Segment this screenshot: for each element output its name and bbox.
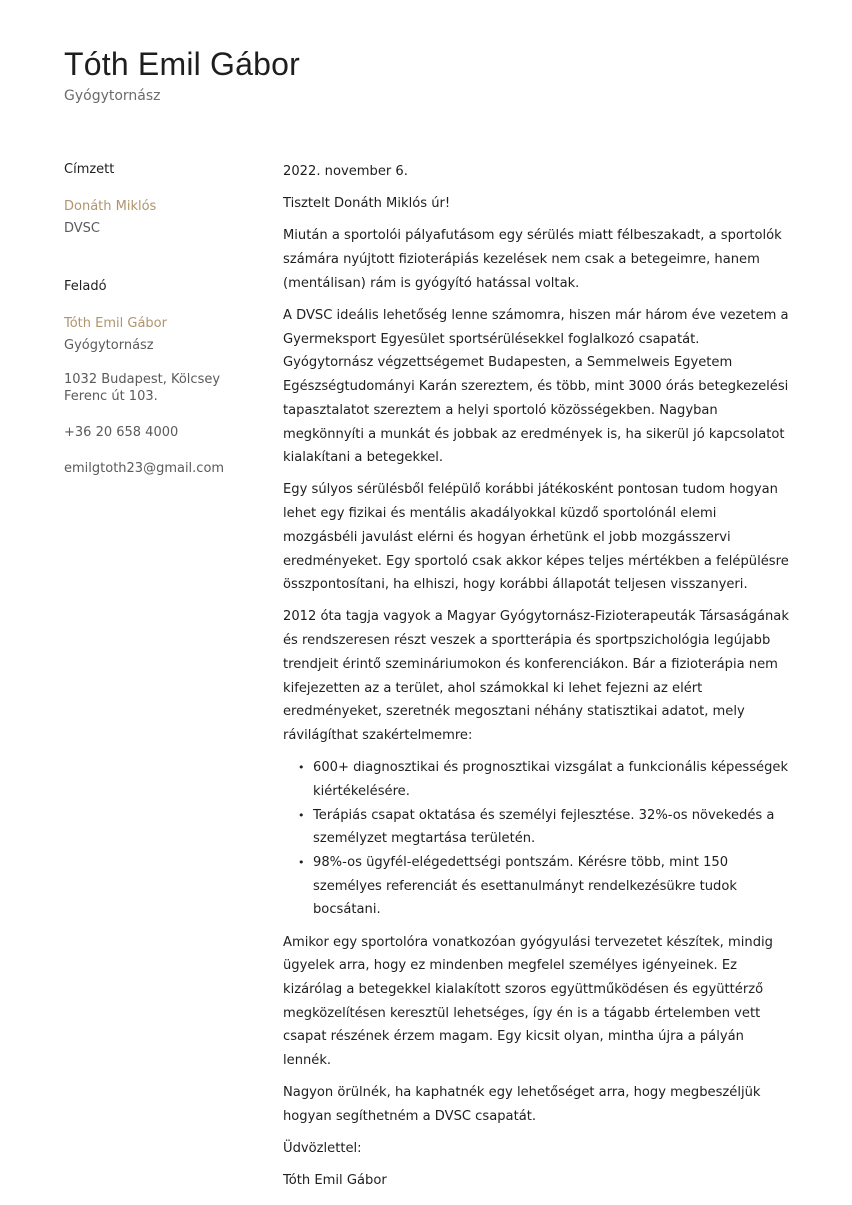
achievement-item: • 600+ diagnosztikai és prognosztikai vizsgálat a funkcionális képességek kiértékelésére. [313, 756, 793, 803]
letter-date: 2022. november 6. [283, 164, 408, 179]
sender-phone: +36 20 658 4000 [64, 425, 179, 440]
letter-signature: Tóth Emil Gábor [283, 1173, 387, 1189]
sender-email: emilgtoth23@gmail.com [64, 461, 225, 476]
achievement-item: • 98%-os ügyfél-elégedettségi pontszám. Kérésre több, mint 150 személyes referenciát és esettanulmányt rendelkezésükre tudok bocsátani. [313, 851, 793, 922]
letter-paragraph: Nagyon örülnék, ha kaphatnék egy lehetőséget arra, hogy megbeszéljük hogyan segíthetném a DVSC csapatát. [283, 1085, 761, 1125]
recipient-organization: DVSC [64, 221, 101, 236]
recipient-heading: Címzett [64, 162, 115, 177]
letter-body [283, 160, 793, 1202]
recipient-name: Donáth Miklós [64, 199, 157, 214]
achievement-item: • Terápiás csapat oktatása és személyi fejlesztése. 32%-os növekedés a személyzet megtartása területén. [313, 804, 793, 851]
letter-paragraph: Egy súlyos sérülésből felépülő korábbi játékosként pontosan tudom hogyan lehet egy fizikai és mentális akadályokkal küzdő sportolónál elemi mozgásbéli javulást elérni és hogyan érhetünk el jobb mozgásszervi eredményeket. Egy sportoló csak akkor képes teljes mértékben a felépülésre összpontosítani, ha elhiszi, hogy korábbi állapotát teljesen visszanyeri. [283, 482, 789, 593]
sender-heading: Feladó [64, 279, 107, 294]
letter-paragraph: 2012 óta tagja vagyok a Magyar Gyógytornász-Fizioterapeuták Társaságának és rendszeresen részt veszek a sportterápia és sportpszichológia legújabb trendjeit érintő szemináriumokon és konferenciákon. Bár a fizioterápia nem kifejezetten az a terület, ahol számokkal ki lehet fejezni az elért eredményeket, szeretnék megosztani néhány statisztikai adatot, mely rávilágíthat szakértelmemre: [283, 609, 789, 743]
letter-paragraph: Miután a sportolói pályafutásom egy sérülés miatt félbeszakadt, a sportolók számára nyújtott fizioterápiás kezelések nem csak a betegeimre, hanem (mentálisan) rám is gyógyító hatással voltak. [283, 228, 782, 291]
sender-role: Gyógytornász [64, 338, 154, 353]
letter-header [64, 42, 300, 106]
sender-name: Tóth Emil Gábor [64, 316, 167, 331]
letter-paragraph: Amikor egy sportolóra vonatkozóan gyógyulási tervezetet készítek, mindig ügyelek arra, hogy ez mindenben megfelel személyes igényeinek. Ez kizárólag a betegekkel kialakított szoros együttműködésen és együttérző megközelítésen keresztül lehetséges, így én is a tágabb értelemben vett csapat részének érzem magam. Egy kicsit olyan, mintha újra a pályán lennék. [283, 934, 773, 1069]
sender-name-title: Tóth Emil Gábor [64, 46, 300, 82]
sidebar [64, 160, 259, 479]
achievements-list [283, 756, 793, 922]
sender-role-subtitle: Gyógytornász [64, 88, 161, 104]
sender-address: 1032 Budapest, Kölcsey Ferenc út 103. [64, 372, 221, 404]
letter-greeting: Tisztelt Donáth Miklós úr! [283, 196, 451, 212]
letter-sign-off: Üdvözlettel: [283, 1141, 362, 1157]
letter-paragraph: A DVSC ideális lehetőség lenne számomra, hiszen már három éve vezetem a Gyermeksport Egyesület sportsérülésekkel foglalkozó csapatát. Gyógytornász végzettségemet Budapesten, a Semmelweis Egyetem Egészségtudományi Karán szereztem, és több, mint 3000 órás betegkezelési tapasztalatot szereztem a helyi sportoló közösségekben. Nagyban megkönnyíti a munkát és jobbak az eredmények is, ha sikerül jó kapcsolatot kialakítani a betegekkel. [283, 308, 789, 466]
